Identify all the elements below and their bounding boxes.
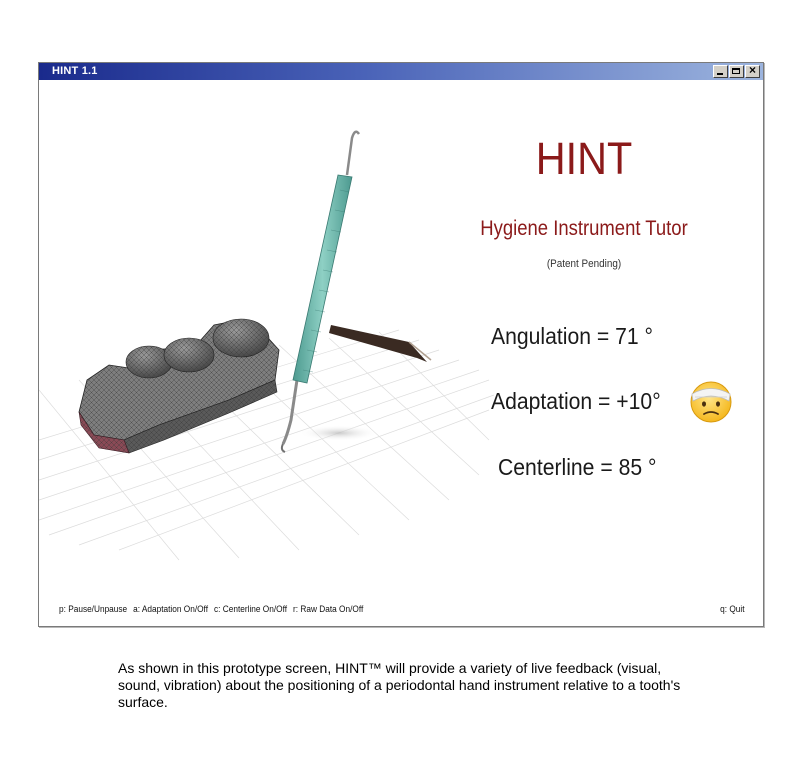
patent-note: (Patent Pending) <box>546 258 622 270</box>
injured-face-icon <box>687 377 735 425</box>
maximize-icon <box>732 68 740 74</box>
shortcut-centerline: c: Centerline On/Off <box>214 604 288 614</box>
app-subtitle: Hygiene Instrument Tutor <box>480 217 688 240</box>
figure-caption: As shown in this prototype screen, HINT™ will provide a variety of live feedback (visual, sound, vibration) about the positioning of a periodontal hand instrument relative to a tooth's surface. <box>118 660 681 710</box>
angulation-readout: Angulation = 71 ° <box>491 323 654 349</box>
adaptation-readout: Adaptation = +10° <box>491 388 661 414</box>
centerline-readout: Centerline = 85 ° <box>498 454 657 480</box>
shortcut-adaptation: a: Adaptation On/Off <box>133 604 209 614</box>
shortcut-quit: q: Quit <box>720 604 745 614</box>
instrument-shadow <box>299 425 379 441</box>
app-title: HINT <box>535 133 633 184</box>
hand-instrument <box>282 132 431 452</box>
teeth-model <box>79 319 279 453</box>
minimize-button[interactable] <box>713 65 728 78</box>
minimize-icon <box>717 73 723 75</box>
title-bar[interactable] <box>39 63 763 80</box>
shortcut-raw-data: r: Raw Data On/Off <box>293 604 364 614</box>
maximize-button[interactable] <box>729 65 744 78</box>
app-window <box>38 62 764 627</box>
close-button[interactable] <box>745 65 760 78</box>
shortcut-bar <box>59 604 367 614</box>
shortcut-pause: p: Pause/Unpause <box>59 604 128 614</box>
close-icon: × <box>748 63 756 77</box>
window-controls <box>712 65 760 78</box>
window-title: HINT 1.1 <box>52 65 98 77</box>
